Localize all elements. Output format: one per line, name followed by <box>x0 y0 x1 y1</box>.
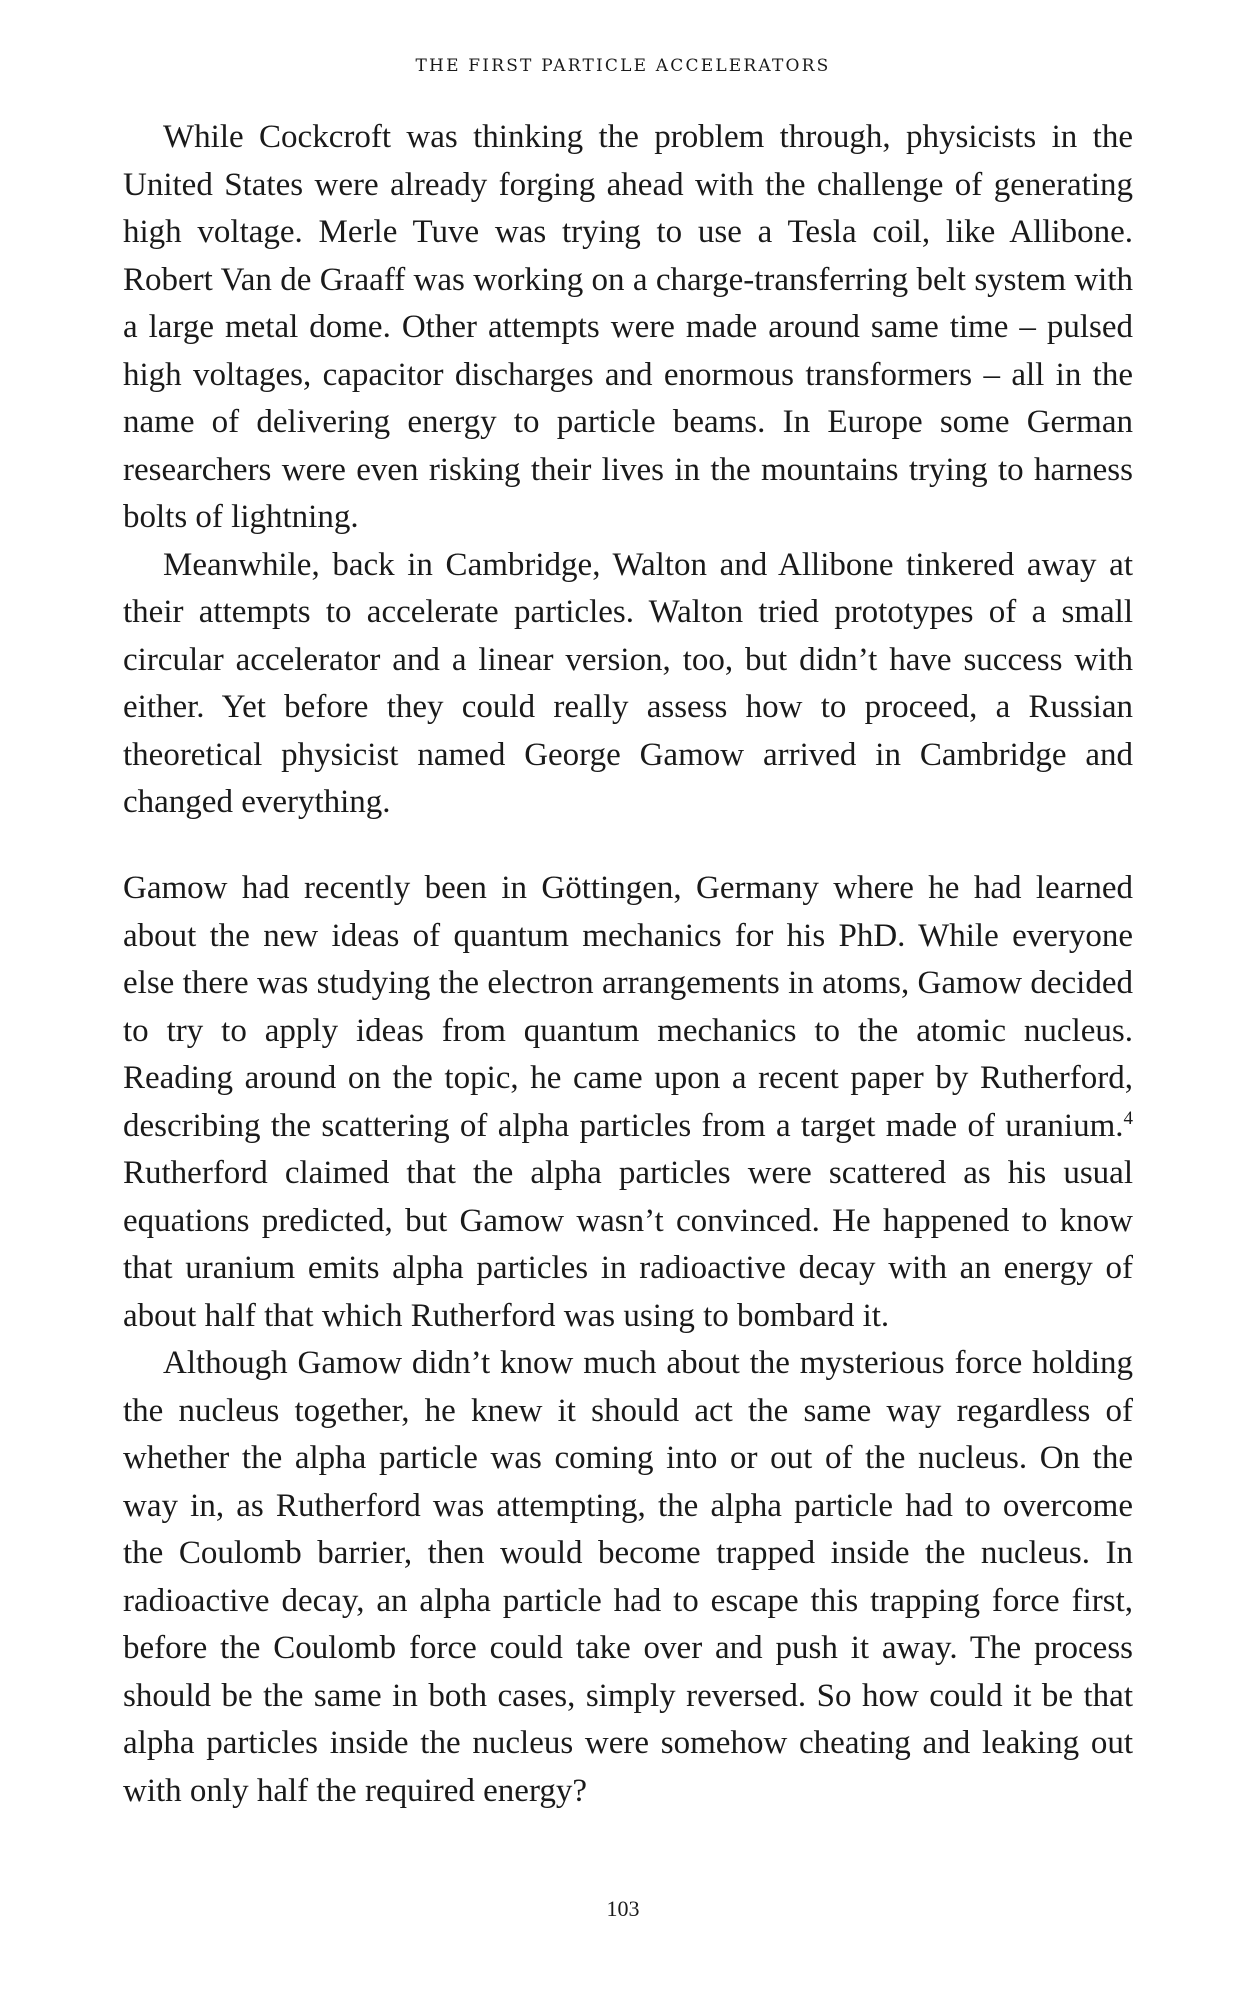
paragraph: Although Gamow didn’t know much about the mysterious force holding the nucleus together, he knew it should act the same way regardless of whether the alpha particle was coming into or out of the nucleus. On the way in, as Rutherford was attempting, the alpha particle had to overcome the Coulomb barrier, then would become trapped inside the nucleus. In radioactive decay, an alpha particle had to escape this trapping force first, before the Coulomb force could take over and push it away. The process should be the same in both cases, simply reversed. So how could it be that alpha particles inside the nucleus were somehow cheating and leaking out with only half the required energy? <box>123 1345 1133 1809</box>
paragraph-text: Gamow had recently been in Göttingen, Germany where he had learned about the new ideas of quantum mechanics for his PhD. While everyone else there was studying the electron arrangements in atoms, Gamow decided to try to apply ideas from quantum mechanics to the atomic nucleus. Reading around on the topic, he came upon a recent paper by Rutherford, describing the scattering of alpha particles from a target made of uranium. <box>123 870 1133 1144</box>
text-section-1 <box>123 114 1133 827</box>
page-number: 103 <box>606 1896 640 1921</box>
footnote-reference[interactable]: 4 <box>1123 1107 1133 1129</box>
paragraph: Meanwhile, back in Cambridge, Walton and Allibone tinkered away at their attempts to accelerate particles. Walton tried prototypes of a small circular accelerator and a linear version, too, but didn’t have success with either. Yet before they could really assess how to proceed, a Russian theoretical physicist named George Gamow arrived in Cambridge and changed everything. <box>123 546 1133 820</box>
paragraph: While Cockcroft was thinking the problem through, physicists in the United States were already forging ahead with the challenge of generating high voltage. Merle Tuve was trying to use a Tesla coil, like Allibone. Robert Van de Graaff was working on a charge-transferring belt system with a large metal dome. Other attempts were made around same time – pulsed high voltages, capacitor discharges and enormous transformers – all in the name of delivering energy to particle beams. In Europe some German researchers were even risking their lives in the mountains trying to harness bolts of lightning. <box>123 119 1133 535</box>
running-head: THE FIRST PARTICLE ACCELERATORS <box>415 56 831 76</box>
text-section-2 <box>123 865 1133 1815</box>
paragraph <box>123 865 1133 1340</box>
paragraph-text: Rutherford claimed that the alpha particles were scattered as his usual equations predicted, but Gamow wasn’t convinced. He happened to know that uranium emits alpha particles in radioactive decay with an energy of about half that which Rutherford was using to bombard it. <box>123 1155 1133 1334</box>
